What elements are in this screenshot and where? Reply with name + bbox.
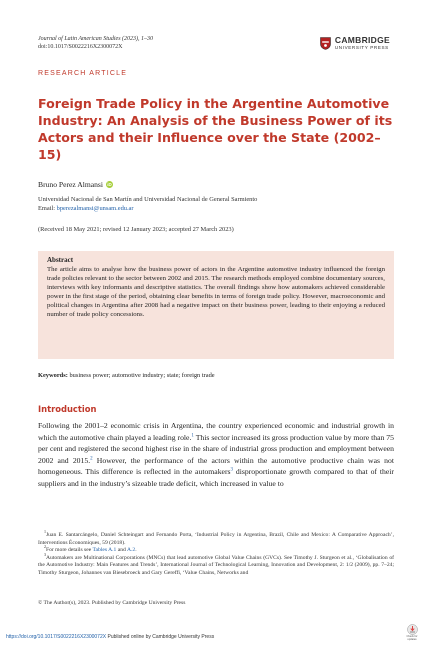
- footnote-3-number: 3: [44, 551, 46, 557]
- publication-history: (Received 18 May 2021; revised 12 January 2023; accepted 27 March 2023): [38, 226, 234, 233]
- check-for-updates-icon: [407, 624, 418, 635]
- keywords-line: [38, 372, 215, 379]
- footnote-1-text: Juan E. Santarcángelo, Daniel Schteingart and Fernando Porta, ‘Industrial Policy in Argentina, Brazil, Chile and Mexico: A Comparative Approach’, Interventions Économiques, 59 (2018).: [38, 532, 394, 546]
- keywords-text: business power; automotive industry; state; foreign trade: [69, 372, 215, 379]
- check-for-updates-badge[interactable]: [402, 624, 422, 642]
- author-name[interactable]: Bruno Perez Almansi: [38, 180, 103, 189]
- article-type: RESEARCH ARTICLE: [38, 70, 128, 77]
- footnote-2-number: 2: [44, 544, 46, 550]
- intro-text-3: However, the performance of the actors within the automotive productive chain was not homogeneous. This difference is reflected in the automakers: [38, 455, 394, 477]
- published-online-text: Published online by Cambridge University Press: [106, 634, 215, 640]
- email-link[interactable]: bperezalmansi@unsam.edu.ar: [56, 204, 134, 212]
- cambridge-shield-icon: [320, 37, 331, 50]
- doi-link[interactable]: https://doi.org/10.1017/S0022216X2300072X: [6, 634, 107, 640]
- affiliation-institution: Universidad Nacional de San Martín and Universidad Nacional de General Sarmiento: [38, 196, 258, 203]
- footnote-ref-2[interactable]: 2: [90, 456, 93, 462]
- logo-name: CAMBRIDGE: [334, 35, 390, 45]
- footnote-2-text-post: .: [135, 547, 137, 553]
- article-title: Foreign Trade Policy in the Argentine Automotive Industry: An Analysis of the Business Power of its Actors and their Influence over the State (2002–15): [38, 96, 393, 162]
- intro-text-4: disproportionate growth compared to that of their suppliers and in the industry’s sizeable trade deficit, which increased in value to: [38, 467, 394, 488]
- bottom-doi-line: [6, 634, 214, 640]
- table-a1-link[interactable]: Tables A.1: [92, 547, 117, 553]
- footnote-2-text-pre: For more details see: [46, 547, 93, 553]
- footnotes: [38, 529, 394, 577]
- abstract-heading: Abstract: [47, 256, 74, 264]
- footnote-ref-3[interactable]: 3: [230, 467, 233, 473]
- abstract-text: The article aims to analyse how the business power of actors in the Argentine automotive industry influenced the foreign trade policies relevant to the sector between 2002 and 2015. The research methods employed combine documentary sources, interviews with key informants and descriptive statistics. The overall findings show how automakers achieved considerable power in the first stage of the period, obtaining clear benefits in terms of foreign trade policy. However, macroeconomic and political changes in Argentina after 2008 had a negative impact on their business power, leading to their enjoying a reduced number of trade policy concessions.: [47, 266, 385, 318]
- table-a2-link[interactable]: A.2: [126, 547, 136, 553]
- publisher-logo: [320, 36, 390, 50]
- intro-text-1: Following the 2001–2 economic crisis in Argentina, the country experienced economic and industrial growth in which the automotive chain played a leading role.: [38, 421, 394, 442]
- orcid-icon[interactable]: iD: [107, 182, 112, 187]
- footnote-2: [38, 544, 394, 555]
- doi-text: doi:10.1017/S0022216X2300072X: [38, 44, 123, 50]
- logo-subtitle: UNIVERSITY PRESS: [334, 44, 389, 50]
- email-label: Email:: [38, 204, 56, 212]
- footnote-2-text-mid: and: [116, 547, 127, 553]
- author-line: [38, 180, 113, 189]
- copyright-line: © The Author(s), 2023. Published by Cambridge University Press: [38, 600, 186, 606]
- intro-text-2: This sector increased its gross production value by more than 75 per cent and registered the second highest rise in the share of industrial gross production and employment between 2002 and 2015.: [38, 432, 394, 465]
- footnote-1-number: 1: [44, 529, 46, 535]
- keywords-label: Keywords:: [38, 372, 68, 379]
- footnote-3: [38, 551, 394, 578]
- footnote-3-text: Automakers are Multinational Corporations (MNCs) that lead automotive Global Value Chains (GVCs). See Timothy J. Sturgeon et al., ‘Globalisation of the Automotive Industry: Main Features and Trends’, International Journal of Technological Learning, Innovation and Development, 2: 1/2 (2009), pp. 7–24; Timothy Sturgeon, Johannes van Biesebroeck and Gary Gereffi, ‘Value Chains, Networks and: [38, 554, 394, 576]
- check-for-updates-label: Check for updates: [406, 635, 418, 641]
- affiliation-block: [38, 196, 257, 213]
- introduction-paragraph: [38, 420, 394, 490]
- footnote-ref-1[interactable]: 1: [191, 433, 194, 439]
- introduction-heading: Introduction: [38, 404, 97, 414]
- abstract-box: [38, 251, 394, 359]
- journal-citation: Journal of Latin American Studies (2023), 1–30: [38, 36, 154, 42]
